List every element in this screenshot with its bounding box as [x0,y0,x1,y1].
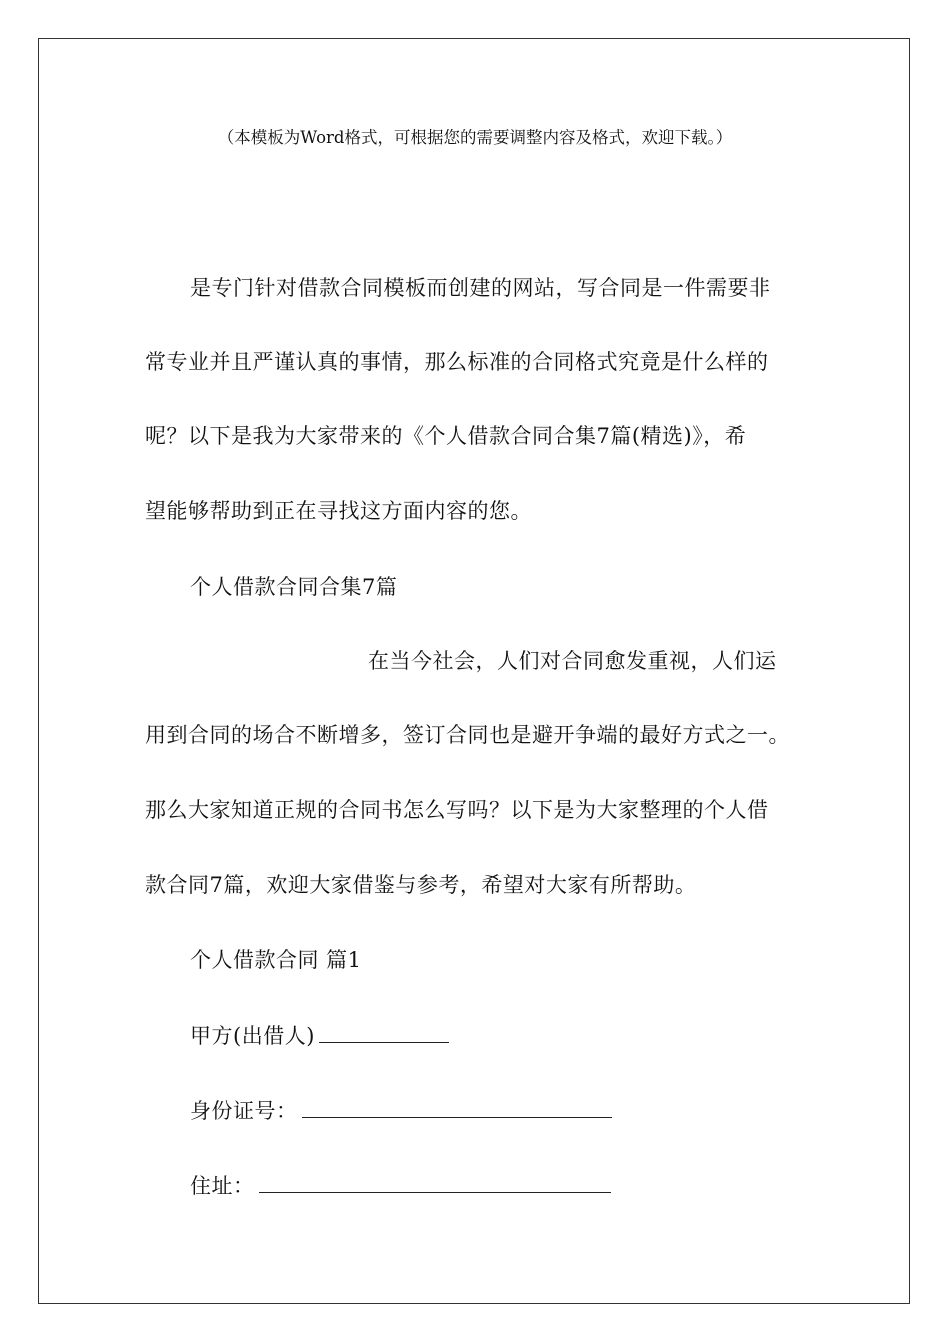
lender-blank [319,1020,449,1043]
address-field [190,1170,611,1201]
address-blank [259,1170,611,1193]
id-field [190,1095,612,1126]
id-label: 身份证号： [190,1099,298,1123]
lender-label: 甲方(出借人) [190,1024,315,1048]
intro-line-3: 呢？以下是我为大家带来的《个人借款合同合集7篇(精选)》，希 [145,424,747,448]
intro-line-1: 是专门针对借款合同模板而创建的网站，写合同是一件需要非 [190,276,771,300]
address-label: 住址： [190,1174,255,1198]
preface-line-4: 款合同7篇，欢迎大家借鉴与参考，希望对大家有所帮助。 [145,873,697,897]
preface-line-2: 用到合同的场合不断增多，签订合同也是避开争端的最好方式之一。 [145,723,790,747]
template-note: （本模板为Word格式，可根据您的需要调整内容及格式，欢迎下载。） [217,128,733,147]
article-heading: 个人借款合同 篇1 [190,948,362,972]
preface-line-1: 在当今社会，人们对合同愈发重视，人们运 [368,649,777,673]
intro-line-2: 常专业并且严谨认真的事情，那么标准的合同格式究竟是什么样的 [145,350,769,374]
intro-line-4: 望能够帮助到正在寻找这方面内容的您。 [145,499,532,523]
collection-title: 个人借款合同合集7篇 [190,575,398,599]
id-blank [302,1095,612,1118]
lender-field [190,1020,449,1051]
preface-line-3: 那么大家知道正规的合同书怎么写吗？以下是为大家整理的个人借 [145,798,769,822]
